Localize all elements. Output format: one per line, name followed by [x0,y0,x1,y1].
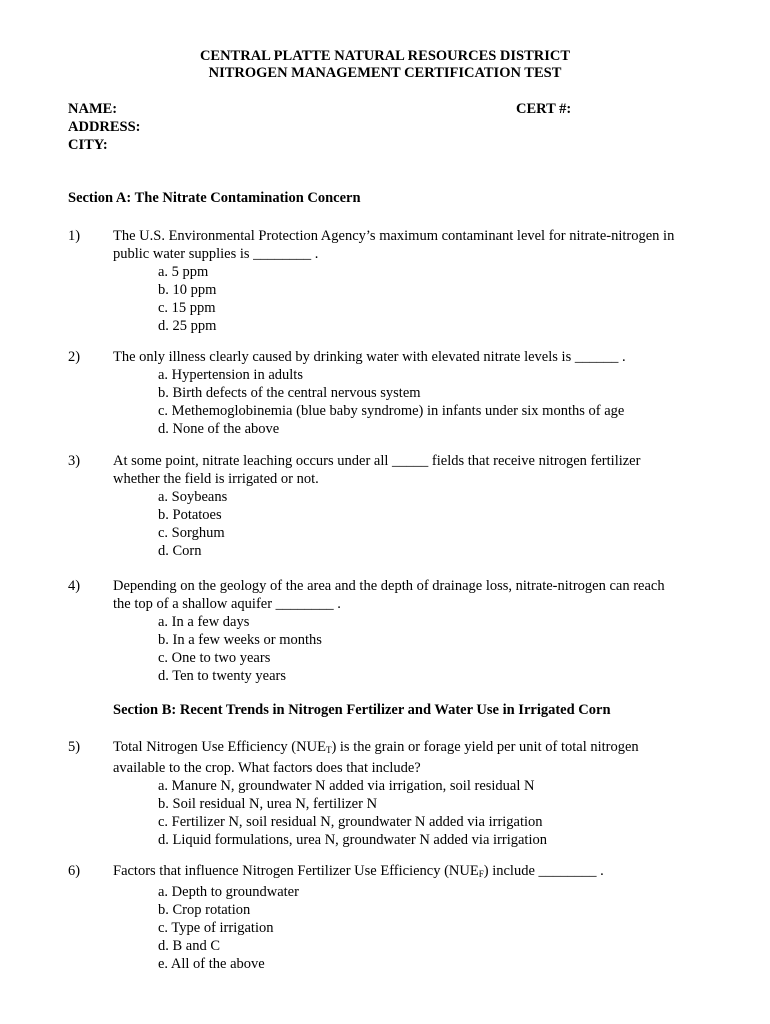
question-number: 6) [68,863,81,879]
answer-option: c. Fertilizer N, soil residual N, groundwater N added via irrigation [158,814,543,830]
answer-option: c. Methemoglobinemia (blue baby syndrome) in infants under six months of age [158,403,625,419]
question-text-line: whether the field is irrigated or not. [113,471,319,487]
question-text [113,348,708,366]
answer-option: b. Birth defects of the central nervous system [158,385,421,401]
answer-option: d. Corn [158,543,202,559]
question-text [113,577,708,613]
question-2 [68,348,708,438]
answer-options [158,883,708,973]
answer-option: a. In a few days [158,614,250,630]
answer-options [158,366,708,438]
question-number: 5) [68,739,81,755]
answer-option: a. Soybeans [158,489,228,505]
question-text-line: public water supplies is ________ . [113,246,319,262]
cert-number-label: CERT #: [516,101,572,117]
question-number: 3) [68,453,81,469]
answer-option: b. 10 ppm [158,282,217,298]
answer-option: d. B and C [158,938,221,954]
answer-options [158,777,708,849]
answer-option: a. Manure N, groundwater N added via irrigation, soil residual N [158,778,535,794]
answer-option: d. Ten to twenty years [158,668,286,684]
answer-option: c. One to two years [158,650,271,666]
question-text-line: Total Nitrogen Use Efficiency $(NUE_T)$ is the grain or forage yield per unit of total nitrogen [113,739,639,755]
answer-option: a. Hypertension in adults [158,367,303,383]
question-text-line: Depending on the geology of the area and the depth of drainage loss, nitrate-nitrogen can reach [113,578,665,594]
section-b-heading: Section B: Recent Trends in Nitrogen Fertilizer and Water Use in Irrigated Corn [113,702,611,718]
question-1 [68,227,708,335]
answer-options [158,263,708,335]
answer-options [158,488,708,560]
answer-option: c. Type of irrigation [158,920,274,936]
document-title-line-1: CENTRAL PLATTE NATURAL RESOURCES DISTRICT [199,48,571,64]
question-number: 2) [68,349,81,365]
answer-option: b. Soil residual N, urea N, fertilizer N [158,796,378,812]
question-text [113,862,708,883]
name-label: NAME: [68,101,118,117]
answer-option: d. 25 ppm [158,318,217,334]
question-6 [68,862,708,973]
document-title-line-2: NITROGEN MANAGEMENT CERTIFICATION TEST [208,65,562,81]
question-text-line: The only illness clearly caused by drinking water with elevated nitrate levels is ______ . [113,349,626,365]
question-text-line: The U.S. Environmental Protection Agency’s maximum contaminant level for nitrate-nitrogen in [113,228,675,244]
answer-option: b. Crop rotation [158,902,251,918]
answer-option: a. Depth to groundwater [158,884,299,900]
question-text-line: the top of a shallow aquifer ________ . [113,596,341,612]
address-label: ADDRESS: [68,119,141,135]
answer-option: a. 5 ppm [158,264,209,280]
question-text [113,452,708,488]
answer-option: b. Potatoes [158,507,222,523]
city-label: CITY: [68,137,108,153]
answer-option: e. All of the above [158,956,265,972]
question-text-line: available to the crop. What factors does that include? [113,760,421,776]
answer-option: c. 15 ppm [158,300,216,316]
question-5 [68,738,708,849]
question-text-line: At some point, nitrate leaching occurs under all _____ fields that receive nitrogen fertilizer [113,453,641,469]
question-text [113,227,708,263]
question-text [113,738,708,777]
section-a-heading: Section A: The Nitrate Contamination Concern [68,190,361,206]
question-text-line: Factors that influence Nitrogen Fertilizer Use Efficiency $(NUE_F)$ include ________ . [113,863,604,879]
answer-option: c. Sorghum [158,525,225,541]
answer-option: b. In a few weeks or months [158,632,322,648]
answer-option: d. None of the above [158,421,280,437]
question-number: 4) [68,578,81,594]
question-number: 1) [68,228,81,244]
answer-option: d. Liquid formulations, urea N, groundwater N added via irrigation [158,832,547,848]
question-4 [68,577,708,685]
answer-options [158,613,708,685]
question-3 [68,452,708,560]
